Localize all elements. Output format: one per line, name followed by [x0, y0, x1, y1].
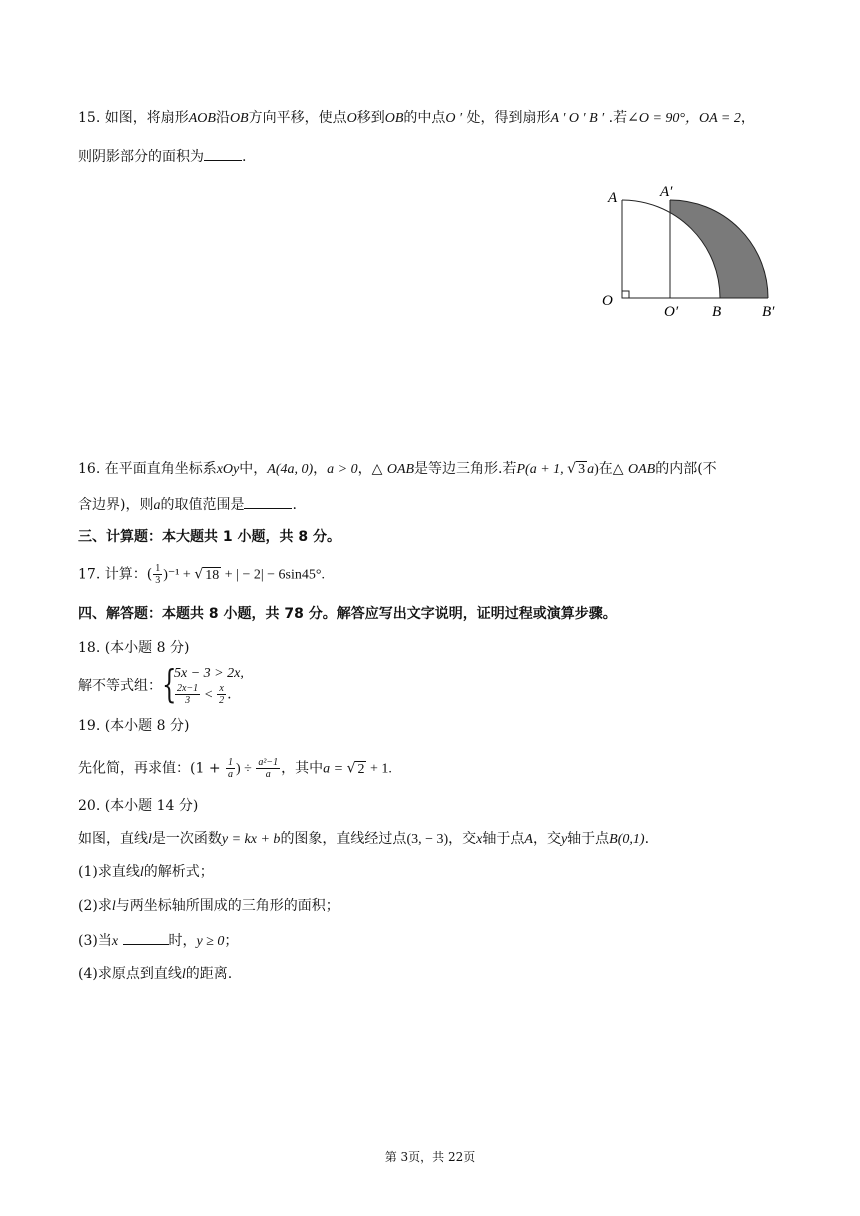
- fraction: [175, 683, 200, 706]
- text: (3)当: [78, 933, 112, 949]
- text: 先化简，再求值：(1 +: [78, 760, 225, 777]
- text: .: [242, 149, 247, 165]
- text: 中，: [239, 461, 268, 477]
- numerator: 1: [155, 563, 161, 574]
- text: 的内部(不: [655, 461, 717, 477]
- text: (1)求直线: [78, 864, 140, 880]
- text: 处，得到扇形: [462, 110, 551, 126]
- text: .: [292, 497, 297, 513]
- text: 在△: [598, 461, 628, 477]
- math: y = kx + b: [221, 832, 281, 847]
- math: OAB: [627, 462, 656, 477]
- answer-blank: [123, 930, 169, 945]
- text: .: [644, 831, 650, 847]
- sqrt: 2: [357, 761, 365, 777]
- sqrt: 18: [205, 567, 220, 583]
- text: 是等边三角形.若: [414, 461, 517, 477]
- text: .若∠: [604, 110, 639, 126]
- math: a: [153, 498, 161, 513]
- label-B-prime: B′: [762, 304, 775, 320]
- q20-head: 20. (本小题 14 分): [78, 798, 199, 814]
- text: ，交: [448, 831, 477, 847]
- q20-part3: [78, 930, 238, 952]
- text: 时，: [168, 933, 197, 949]
- section4-heading: 四、解答题：本题共 8 小题，共 78 分。解答应写出文字说明，证明过程或演算步骤。: [78, 606, 617, 622]
- label-A: A: [608, 190, 618, 206]
- fraction: [256, 757, 280, 780]
- label-O-prime: O′: [664, 304, 679, 320]
- answer-blank: [244, 494, 292, 509]
- q20-part4: [78, 964, 232, 985]
- fraction: [217, 683, 226, 706]
- q18-ineq2: [174, 683, 232, 706]
- math: y: [560, 832, 568, 847]
- sqrt: 3: [578, 462, 586, 477]
- denominator: a: [228, 769, 233, 780]
- math: OB: [384, 111, 404, 126]
- math: A: [524, 832, 533, 847]
- text: 与两坐标轴所围成的三角形的面积；: [115, 898, 340, 914]
- text: 则阴影部分的面积为: [78, 149, 204, 165]
- numerator: 1: [228, 757, 233, 768]
- fraction: [226, 757, 235, 780]
- math: <: [201, 687, 217, 703]
- text: ，交: [532, 831, 561, 847]
- numerator: 2x−1: [177, 683, 199, 694]
- math: O = 90°，OA = 2: [638, 111, 741, 126]
- math: y ≥ 0: [196, 934, 225, 949]
- math: )⁻¹ +: [163, 567, 195, 583]
- text: ，: [313, 461, 328, 477]
- denominator: a: [265, 769, 271, 780]
- math: OAB: [386, 462, 415, 477]
- answer-blank: [204, 146, 242, 161]
- q17-line: 17. 计算：( $\frac{1}{3}$ )⁻¹ + √ 18 + | − 2| − 6sin45°.: [78, 563, 325, 586]
- text: 的距离.: [185, 966, 233, 982]
- math: O ′: [445, 111, 463, 126]
- text: 轴于点: [567, 831, 610, 847]
- numerator: a²−1: [258, 757, 279, 768]
- text: 的中点: [403, 110, 446, 126]
- q16-line2: [78, 494, 297, 516]
- math: A ′ O ′ B ′: [550, 111, 605, 126]
- math: ): [594, 462, 599, 477]
- text: (4)求原点到直线: [78, 966, 182, 982]
- math: A(4a, 0): [267, 462, 314, 477]
- math: + 1.: [366, 761, 392, 777]
- text: 含边界)，则: [78, 497, 154, 513]
- text: ；: [224, 933, 239, 949]
- text: ，△: [357, 461, 387, 477]
- text: ，: [740, 110, 755, 126]
- text: 是一次函数: [151, 831, 222, 847]
- text: 移到: [356, 110, 385, 126]
- math: l: [139, 865, 144, 880]
- denominator: 3: [155, 575, 161, 586]
- math: x: [111, 934, 119, 949]
- right-angle-mark: [622, 291, 629, 298]
- text: 的解析式；: [143, 864, 214, 880]
- text: 16. 在平面直角坐标系: [78, 461, 217, 477]
- denominator: 3: [185, 695, 191, 706]
- math: OB: [229, 111, 249, 126]
- q20-part2: [78, 896, 340, 917]
- math: P(a + 1,: [516, 462, 568, 477]
- numerator: x: [219, 683, 224, 694]
- q15-line2: [78, 146, 246, 167]
- sector-figure: [598, 180, 798, 320]
- q18-head: 18. (本小题 8 分): [78, 640, 190, 656]
- q18-ineq1: [174, 663, 244, 684]
- text: 的取值范围是: [160, 497, 245, 513]
- math: O: [346, 111, 357, 126]
- text: 轴于点: [482, 831, 525, 847]
- math: + | − 2| − 6sin45°.: [221, 567, 325, 583]
- text: 的图象，直线经过点: [280, 831, 407, 847]
- math: ) ÷: [236, 761, 256, 777]
- text: 15. 如图，将扇形: [78, 110, 189, 126]
- math: l: [148, 832, 152, 847]
- label-A-prime: A′: [660, 184, 673, 200]
- text: 方向平移，使点: [248, 110, 347, 126]
- brace: {: [162, 662, 177, 706]
- q19-head: 19. (本小题 8 分): [78, 718, 190, 734]
- q20-part1: [78, 862, 214, 883]
- fraction: [153, 563, 162, 586]
- math: a > 0: [327, 462, 358, 477]
- page-footer: 第 3页，共 22页: [384, 1150, 476, 1164]
- math: a =: [323, 761, 347, 777]
- math: B(0,1): [609, 832, 645, 847]
- text: ，其中: [281, 760, 324, 777]
- math: AOB: [188, 111, 216, 126]
- denominator: 2: [219, 695, 225, 706]
- math: xOy: [216, 462, 240, 477]
- q18-prefix: 解不等式组：: [78, 678, 162, 694]
- math: l: [111, 899, 116, 914]
- q15-line1: [78, 108, 755, 129]
- math: (3, − 3): [406, 832, 449, 847]
- q16-line1: 16. 在平面直角坐标系xOy中，A(4a, 0)，a > 0，△ OAB是等边三角形.若P(a + 1, √ 3 a)在△ OAB的内部(不: [78, 461, 717, 477]
- text: (2)求: [78, 898, 112, 914]
- text: .: [227, 686, 232, 703]
- text: 如图，直线: [78, 831, 148, 847]
- q19-line: 先化简，再求值：(1 + $\frac{1}{a}$ ) ÷ $\frac{\text{a²−1}}{a}$ ，其中a = √ 2 + 1.: [78, 757, 392, 780]
- math: 5x − 3 > 2x,: [174, 666, 244, 681]
- label-O: O: [602, 293, 613, 309]
- q20-line1: [78, 829, 649, 850]
- text: 沿: [215, 110, 230, 126]
- math: l: [181, 967, 186, 982]
- math: x: [476, 832, 483, 847]
- section3-heading: 三、计算题：本大题共 1 小题，共 8 分。: [78, 529, 341, 545]
- label-B: B: [712, 304, 722, 320]
- math: a: [587, 462, 595, 477]
- text: 17. 计算：(: [78, 566, 153, 583]
